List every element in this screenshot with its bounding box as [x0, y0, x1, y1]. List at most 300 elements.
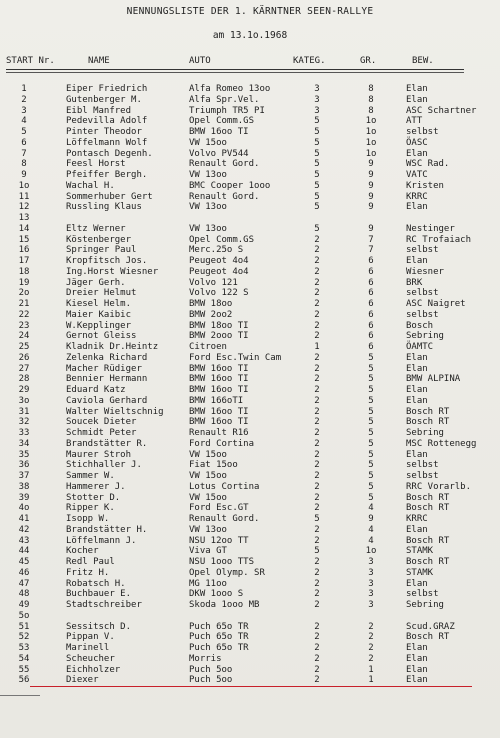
entrant: STAMK: [406, 546, 434, 557]
driver-name: Ing.Horst Wiesner: [66, 266, 159, 277]
start-number: 2o: [18, 288, 30, 299]
entrant: Bosch RT: [406, 535, 450, 546]
table-row: [0, 675, 500, 686]
category: 5: [314, 159, 320, 170]
category: 2: [314, 578, 320, 589]
entrant: Elan: [406, 643, 428, 653]
category: 2: [314, 449, 320, 460]
category: 3: [314, 105, 320, 116]
category: 2: [314, 675, 320, 686]
start-number: 34: [18, 438, 30, 449]
entrant: selbst: [406, 471, 439, 481]
start-number: 37: [18, 471, 30, 481]
category: 2: [314, 535, 320, 546]
car-model: Viva GT: [189, 546, 227, 557]
car-model: BMW 2ooo TI: [189, 331, 249, 342]
start-number: 25: [18, 342, 30, 352]
start-number: 45: [18, 557, 30, 567]
table-row: [0, 600, 500, 611]
category: 2: [314, 234, 320, 245]
driver-name: Eichholzer: [66, 664, 121, 675]
table-row: [0, 665, 500, 676]
group: 9: [368, 170, 374, 180]
car-model: BMW 16oo TI: [189, 406, 249, 417]
start-number: 7: [21, 148, 27, 159]
driver-name: Marinell: [66, 643, 110, 653]
entrant: BRK: [406, 277, 423, 288]
category: 2: [314, 277, 320, 288]
driver-name: Brandstätter H.: [66, 524, 148, 535]
group: 2: [368, 653, 374, 664]
car-model: Peugeot 4o4: [189, 256, 249, 266]
group: 8: [368, 105, 374, 116]
driver-name: Caviola Gerhard: [66, 395, 148, 406]
entrant: Nestinger: [406, 223, 455, 234]
table-row: [0, 579, 500, 590]
car-model: Ford Esc.Twin Cam: [189, 352, 282, 363]
car-model: Renault Gord.: [189, 159, 260, 170]
start-number: 42: [18, 524, 30, 535]
driver-name: Eduard Katz: [66, 385, 126, 395]
category: 2: [314, 632, 320, 643]
car-model: Puch 65o TR: [189, 621, 249, 632]
entry-table: [0, 84, 500, 686]
group: 5: [368, 395, 374, 406]
entrant: ATT: [406, 116, 423, 127]
table-row: [0, 471, 500, 482]
category: 5: [314, 546, 320, 557]
header-name: NAME: [88, 56, 110, 66]
start-number: 13: [18, 213, 30, 223]
driver-name: Pfeiffer Bergh.: [66, 170, 148, 180]
category: 2: [314, 567, 320, 578]
entrant: Elan: [406, 395, 428, 406]
table-row: [0, 439, 500, 450]
start-number: 48: [18, 589, 30, 600]
category: 5: [314, 202, 320, 213]
car-model: Volvo 122 S: [189, 288, 249, 299]
driver-name: Sessitsch D.: [66, 621, 132, 632]
start-number: 43: [18, 535, 30, 546]
driver-name: Löffelmann J.: [66, 535, 137, 546]
entrant: RC Trofaiach: [406, 234, 472, 245]
car-model: Merc.25o S: [189, 245, 244, 256]
table-row: [0, 385, 500, 396]
table-row: [0, 450, 500, 461]
start-number: 46: [18, 567, 30, 578]
header-auto: AUTO: [189, 56, 211, 66]
start-number: 26: [18, 352, 30, 363]
driver-name: Eibl Manfred: [66, 105, 132, 116]
car-model: BMW 16oo TI: [189, 417, 249, 428]
car-model: Alfa Romeo 13oo: [189, 84, 271, 94]
driver-name: Feesl Horst: [66, 159, 126, 170]
car-model: Renault Gord.: [189, 191, 260, 202]
table-row: [0, 245, 500, 256]
driver-name: Buchbauer E.: [66, 589, 132, 600]
start-number: 38: [18, 481, 30, 492]
category: 2: [314, 524, 320, 535]
start-number: 32: [18, 417, 30, 428]
group: 4: [368, 503, 374, 514]
table-row: [0, 568, 500, 579]
car-model: BMW 2oo2: [189, 309, 233, 320]
start-number: 15: [18, 234, 30, 245]
group: 5: [368, 385, 374, 395]
document-date: am 13.1o.1968: [212, 30, 288, 41]
entrant: Elan: [406, 148, 428, 159]
table-row: [0, 138, 500, 149]
entrant: Elan: [406, 84, 428, 94]
entrant: Bosch RT: [406, 492, 450, 503]
car-model: VW 13oo: [189, 524, 227, 535]
car-model: Puch 65o TR: [189, 632, 249, 643]
table-row: [0, 224, 500, 235]
start-number: 16: [18, 245, 30, 256]
table-row: [0, 482, 500, 493]
margin-pencil-mark: [0, 695, 40, 696]
group: 1: [368, 664, 374, 675]
car-model: VW 13oo: [189, 170, 227, 180]
table-row: [0, 364, 500, 375]
group: 5: [368, 428, 374, 438]
category: 3: [314, 84, 320, 94]
group: 7: [368, 234, 374, 245]
group: 6: [368, 288, 374, 299]
car-model: Peugeot 4o4: [189, 266, 249, 277]
group: 3: [368, 589, 374, 600]
table-row: [0, 622, 500, 633]
table-row: [0, 331, 500, 342]
driver-name: Fritz H.: [66, 567, 110, 578]
table-row: [0, 84, 500, 95]
category: 2: [314, 363, 320, 374]
table-row: [0, 106, 500, 117]
group: 6: [368, 320, 374, 331]
table-row: [0, 127, 500, 138]
entrant: selbst: [406, 288, 439, 299]
table-row: [0, 460, 500, 471]
category: 5: [314, 223, 320, 234]
table-row: [0, 278, 500, 289]
entrant: Bosch RT: [406, 406, 450, 417]
driver-name: Wachal H.: [66, 180, 115, 191]
group: 5: [368, 481, 374, 492]
entrant: Bosch: [406, 320, 434, 331]
group: 3: [368, 578, 374, 589]
driver-name: Ripper K.: [66, 503, 115, 514]
group: 7: [368, 245, 374, 256]
group: 1o: [365, 137, 377, 148]
start-number: 21: [18, 299, 30, 309]
entrant: STAMK: [406, 567, 434, 578]
entrant: ÖAMTC: [406, 342, 434, 352]
group: 5: [368, 363, 374, 374]
entrant: selbst: [406, 309, 439, 320]
car-model: NSU 1ooo TTS: [189, 557, 255, 567]
car-model: Puch 5oo: [189, 675, 233, 686]
start-number: 14: [18, 223, 30, 234]
car-model: BMW 16oo TI: [189, 385, 249, 395]
car-model: Lotus Cortina: [189, 481, 260, 492]
table-row: [0, 632, 500, 643]
table-row: [0, 514, 500, 525]
category: 2: [314, 385, 320, 395]
entrant: KRRC: [406, 514, 428, 524]
car-model: Opel Olymp. SR: [189, 567, 265, 578]
car-model: DKW 1ooo S: [189, 589, 244, 600]
start-number: 4o: [18, 503, 30, 514]
start-number: 4: [21, 116, 27, 127]
driver-name: Sammer W.: [66, 471, 115, 481]
table-row: [0, 342, 500, 353]
entrant: Sebring: [406, 600, 444, 610]
driver-name: Gutenberger M.: [66, 94, 142, 105]
category: 5: [314, 191, 320, 202]
group: 5: [368, 449, 374, 460]
start-number: 22: [18, 309, 30, 320]
group: 1o: [365, 116, 377, 127]
car-model: BMW 16oo TI: [189, 127, 249, 137]
car-model: Ford Cortina: [189, 438, 255, 449]
car-model: VW 13oo: [189, 202, 227, 213]
group: 9: [368, 514, 374, 524]
group: 5: [368, 352, 374, 363]
entrant: Elan: [406, 664, 428, 675]
driver-name: Pontasch Degenh.: [66, 148, 153, 159]
car-model: Skoda 1ooo MB: [189, 600, 260, 610]
car-model: Ford Esc.GT: [189, 503, 249, 514]
start-number: 52: [18, 632, 30, 643]
start-number: 39: [18, 492, 30, 503]
driver-name: Stotter D.: [66, 492, 121, 503]
group: 5: [368, 417, 374, 428]
table-row: [0, 235, 500, 246]
start-number: 5: [21, 127, 27, 137]
start-number: 1o: [18, 180, 30, 191]
entrant: Elan: [406, 94, 428, 105]
start-number: 1: [21, 84, 27, 94]
category: 2: [314, 352, 320, 363]
category: 1: [314, 342, 320, 352]
driver-name: Sommerhuber Gert: [66, 191, 153, 202]
car-model: VW 15oo: [189, 492, 227, 503]
car-model: BMW 18oo: [189, 299, 233, 309]
table-row: [0, 95, 500, 106]
category: 2: [314, 299, 320, 309]
entrant: RRC Vorarlb.: [406, 481, 472, 492]
car-model: Puch 5oo: [189, 664, 233, 675]
category: 2: [314, 653, 320, 664]
start-number: 17: [18, 256, 30, 266]
table-row: [0, 288, 500, 299]
car-model: BMW 166oTI: [189, 395, 244, 406]
category: 2: [314, 643, 320, 653]
entrant: Bosch RT: [406, 417, 450, 428]
car-model: Morris: [189, 653, 222, 664]
car-model: Triumph TR5 PI: [189, 105, 265, 116]
entrant: ÖASC: [406, 137, 428, 148]
entrant: Elan: [406, 352, 428, 363]
driver-name: Robatsch H.: [66, 578, 126, 589]
table-row: [0, 589, 500, 600]
group: 6: [368, 342, 374, 352]
car-model: VW 15oo: [189, 449, 227, 460]
group: 6: [368, 266, 374, 277]
driver-name: Pedevilla Adolf: [66, 116, 148, 127]
driver-name: Dreier Helmut: [66, 288, 137, 299]
category: 5: [314, 137, 320, 148]
category: 2: [314, 395, 320, 406]
table-row: [0, 192, 500, 203]
category: 2: [314, 621, 320, 632]
category: 2: [314, 406, 320, 417]
entrant: selbst: [406, 245, 439, 256]
category: 2: [314, 481, 320, 492]
driver-name: Eiper Friedrich: [66, 84, 148, 94]
group: 5: [368, 406, 374, 417]
entrant: Scud.GRAZ: [406, 621, 455, 632]
entrant: Bosch RT: [406, 503, 450, 514]
category: 5: [314, 116, 320, 127]
category: 2: [314, 471, 320, 481]
group: 8: [368, 84, 374, 94]
category: 2: [314, 589, 320, 600]
table-row: [0, 374, 500, 385]
group: 2: [368, 643, 374, 653]
group: 1: [368, 675, 374, 686]
start-number: 3o: [18, 395, 30, 406]
driver-name: Bennier Hermann: [66, 374, 148, 385]
start-number: 51: [18, 621, 30, 632]
car-model: BMC Cooper 1ooo: [189, 180, 271, 191]
start-number: 23: [18, 320, 30, 331]
red-underline-mark: [30, 686, 472, 687]
category: 2: [314, 664, 320, 675]
entrant: Elan: [406, 256, 428, 266]
car-model: NSU 12oo TT: [189, 535, 249, 546]
entrant: Wiesner: [406, 266, 444, 277]
start-number: 55: [18, 664, 30, 675]
car-model: Opel Comm.GS: [189, 116, 255, 127]
table-row: [0, 525, 500, 536]
group: 1o: [365, 148, 377, 159]
category: 2: [314, 374, 320, 385]
table-row: [0, 643, 500, 654]
table-row: [0, 654, 500, 665]
entrant: Bosch RT: [406, 557, 450, 567]
table-row: [0, 417, 500, 428]
category: 2: [314, 460, 320, 471]
car-model: BMW 16oo TI: [189, 374, 249, 385]
entrant: WSC Rad.: [406, 159, 450, 170]
car-model: VW 15oo: [189, 471, 227, 481]
table-row: [0, 159, 500, 170]
category: 5: [314, 514, 320, 524]
category: 2: [314, 600, 320, 610]
category: 2: [314, 331, 320, 342]
driver-name: Kiesel Helm.: [66, 299, 132, 309]
driver-name: Russling Klaus: [66, 202, 142, 213]
group: 9: [368, 191, 374, 202]
group: 2: [368, 621, 374, 632]
group: 1o: [365, 127, 377, 137]
car-model: VW 15oo: [189, 137, 227, 148]
group: 5: [368, 492, 374, 503]
group: 3: [368, 600, 374, 610]
table-row: [0, 493, 500, 504]
table-row: [0, 149, 500, 160]
category: 3: [314, 94, 320, 105]
start-number: 28: [18, 374, 30, 385]
group: 3: [368, 567, 374, 578]
entrant: Elan: [406, 653, 428, 664]
car-model: Fiat 15oo: [189, 460, 238, 471]
group: 5: [368, 374, 374, 385]
start-number: 54: [18, 653, 30, 664]
driver-name: Soucek Dieter: [66, 417, 137, 428]
driver-name: Walter Wieltschnig: [66, 406, 164, 417]
group: 5: [368, 460, 374, 471]
group: 8: [368, 94, 374, 105]
group: 9: [368, 202, 374, 213]
driver-name: Redl Paul: [66, 557, 115, 567]
group: 6: [368, 331, 374, 342]
header-bewerber: BEW.: [412, 56, 434, 66]
category: 5: [314, 148, 320, 159]
start-number: 33: [18, 428, 30, 438]
table-row: [0, 170, 500, 181]
driver-name: Zelenka Richard: [66, 352, 148, 363]
start-number: 2: [21, 94, 27, 105]
driver-name: Springer Paul: [66, 245, 137, 256]
driver-name: Pinter Theodor: [66, 127, 142, 137]
group: 1o: [365, 546, 377, 557]
driver-name: Jäger Gerh.: [66, 277, 126, 288]
entrant: Elan: [406, 449, 428, 460]
group: 9: [368, 223, 374, 234]
entrant: selbst: [406, 589, 439, 600]
table-row: [0, 546, 500, 557]
entrant: selbst: [406, 127, 439, 137]
category: 2: [314, 417, 320, 428]
car-model: BMW 16oo TI: [189, 363, 249, 374]
table-row: [0, 213, 500, 224]
table-row: [0, 396, 500, 407]
table-row: [0, 321, 500, 332]
entrant: Sebring: [406, 331, 444, 342]
driver-name: Kropfitsch Jos.: [66, 256, 148, 266]
table-row: [0, 256, 500, 267]
table-row: [0, 536, 500, 547]
start-number: 9: [21, 170, 27, 180]
driver-name: Schmidt Peter: [66, 428, 137, 438]
driver-name: Brandstätter R.: [66, 438, 148, 449]
entrant: Bosch RT: [406, 632, 450, 643]
start-number: 56: [18, 675, 30, 686]
car-model: Renault R16: [189, 428, 249, 438]
entrant: Elan: [406, 385, 428, 395]
start-number: 18: [18, 266, 30, 277]
car-model: Citroen: [189, 342, 227, 352]
table-row: [0, 310, 500, 321]
car-model: Alfa Spr.Vel.: [189, 94, 260, 105]
driver-name: Hammerer J.: [66, 481, 126, 492]
header-gruppe: GR.: [360, 56, 377, 66]
driver-name: Maurer Stroh: [66, 449, 132, 460]
table-row: [0, 202, 500, 213]
driver-name: Löffelmann Wolf: [66, 137, 148, 148]
